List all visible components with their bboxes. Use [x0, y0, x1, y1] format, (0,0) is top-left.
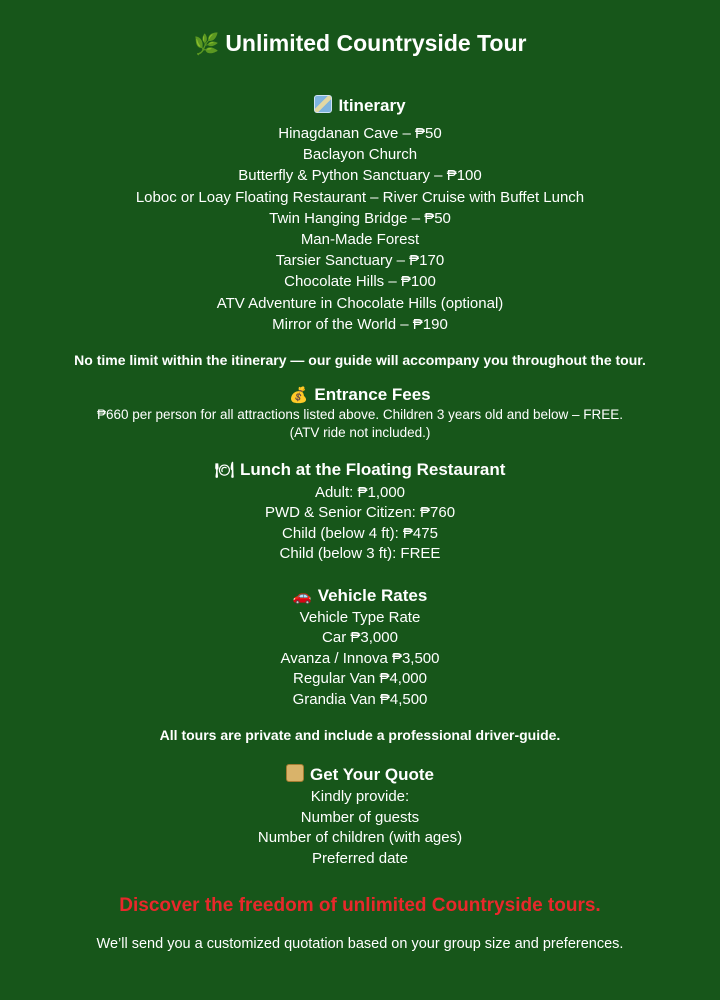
vehicle-rates-heading [0, 584, 720, 608]
entrance-fees-heading-text: Entrance Fees [314, 384, 431, 404]
vehicle-rate-line: Avanza / Innova ₱3,500 [280, 649, 440, 667]
lunch-price-line: PWD & Senior Citizen: ₱760 [264, 504, 456, 522]
lunch-price-line: Child (below 3 ft): FREE [279, 545, 441, 563]
money-bag-icon: 💰 [289, 386, 309, 404]
lunch-heading [0, 458, 720, 482]
lunch-price-line: Child (below 4 ft): ₱475 [282, 524, 438, 542]
promo-text: Discover the freedom of unlimited Countryside tours. [119, 895, 601, 917]
promo-container [0, 891, 720, 921]
plate-icon: 🍽 [214, 461, 234, 479]
entrance-fees-heading [0, 384, 720, 406]
itinerary-item: Chocolate Hills – ₱100 [284, 273, 436, 291]
vehicle-rate-line: Regular Van ₱4,000 [293, 670, 427, 688]
lunch-section [0, 458, 720, 565]
entrance-fees-section [0, 384, 720, 442]
itinerary-item: Twin Hanging Bridge – ₱50 [269, 209, 451, 227]
itinerary-item: ATV Adventure in Chocolate Hills (optional) [216, 294, 504, 312]
vehicle-rate-line: Car ₱3,000 [322, 629, 398, 647]
itinerary-item: Loboc or Loay Floating Restaurant – River Cruise with Buffet Lunch [135, 188, 585, 206]
herb-icon: 🌿 [193, 33, 220, 56]
itinerary-item: Butterfly & Python Sanctuary – ₱100 [238, 167, 482, 185]
itinerary-heading [0, 93, 720, 119]
itinerary-item: Hinagdanan Cave – ₱50 [278, 125, 442, 142]
itinerary-item: Man-Made Forest [300, 230, 420, 248]
entrance-fees-line: ₱660 per person for all attractions listed above. Children 3 years old and below – FREE. [96, 406, 624, 422]
lunch-heading-text: Lunch at the Floating Restaurant [240, 459, 506, 479]
quote-section [0, 763, 720, 869]
page-title [0, 28, 720, 58]
lunch-price-line: Adult: ₱1,000 [314, 483, 406, 501]
page-title-text: Unlimited Countryside Tour [225, 30, 527, 56]
vehicle-rates-heading-text: Vehicle Rates [317, 585, 428, 605]
itinerary-section [0, 93, 720, 335]
clipboard-icon [286, 764, 304, 782]
entrance-fees-line: (ATV ride not included.) [289, 424, 431, 440]
vehicle-rates-section [0, 584, 720, 711]
vehicle-rate-line: Grandia Van ₱4,500 [292, 690, 428, 708]
itinerary-item: Tarsier Sanctuary – ₱170 [275, 252, 445, 270]
vehicle-rate-line: Vehicle Type Rate [299, 608, 421, 626]
map-icon [314, 95, 332, 113]
footer-text: We’ll send you a customized quotation based on your group size and preferences. [96, 936, 624, 953]
quote-line: Preferred date [312, 849, 408, 867]
quote-line: Number of guests [300, 808, 420, 826]
private-tour-note: All tours are private and include a professional driver-guide. [159, 727, 561, 744]
car-icon: 🚗 [292, 587, 312, 605]
itinerary-item: Baclayon Church [302, 146, 418, 164]
quote-heading [0, 763, 720, 787]
quote-line: Kindly provide: [310, 788, 410, 806]
quote-line: Number of children (with ages) [257, 829, 463, 847]
itinerary-item: Mirror of the World – ₱190 [272, 315, 448, 333]
itinerary-heading-text: Itinerary [338, 96, 406, 115]
quote-heading-text: Get Your Quote [309, 765, 435, 785]
no-time-limit-note: No time limit within the itinerary — our guide will accompany you throughout the tour. [74, 351, 646, 368]
